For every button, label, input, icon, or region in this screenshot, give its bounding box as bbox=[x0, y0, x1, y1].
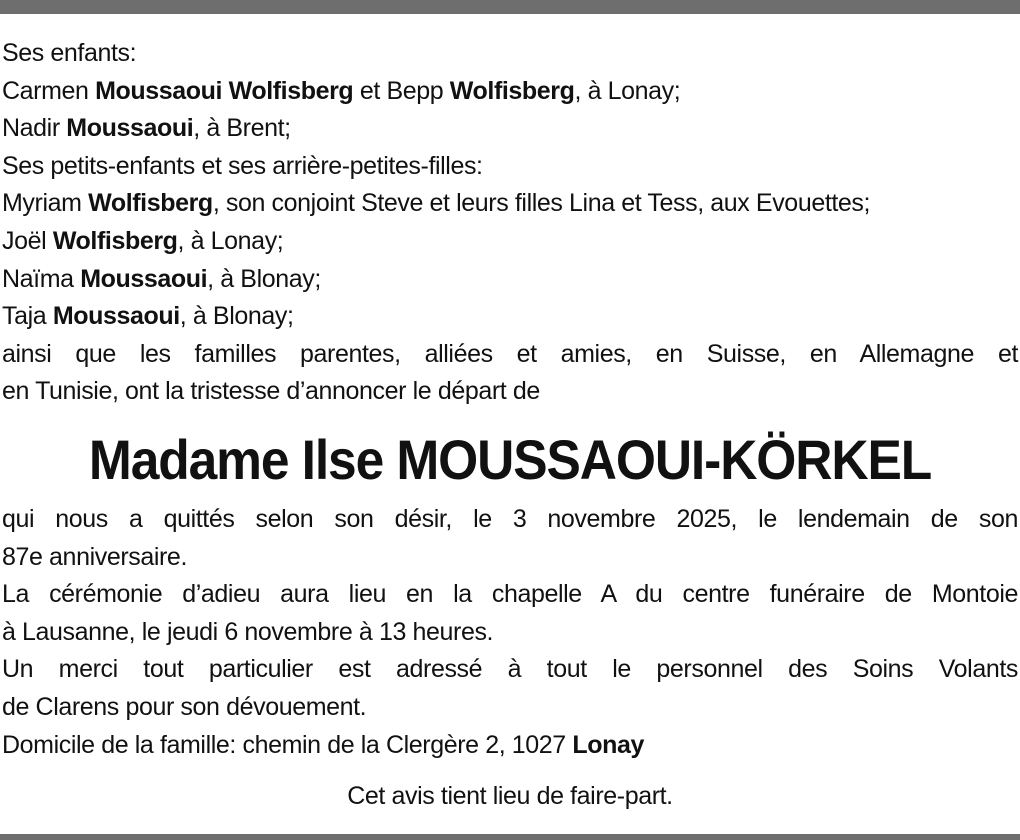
obituary-notice bbox=[2, 35, 1018, 816]
families-line: en Tunisie, ont la tristesse d’annoncer le départ de bbox=[2, 377, 540, 406]
child-connector: et Bepp bbox=[353, 76, 450, 105]
closing-note: Cet avis tient lieu de faire-part. bbox=[347, 782, 673, 811]
ceremony-line: à Lausanne, le jeudi 6 novembre à 13 heures. bbox=[2, 617, 494, 646]
grandchild-first-name: Taja bbox=[2, 302, 53, 331]
grandchild-last-name: Moussaoui bbox=[80, 264, 208, 293]
top-border-bar bbox=[0, 0, 1020, 14]
child-location: , à Lonay; bbox=[574, 76, 681, 105]
grandchild-entry bbox=[2, 185, 1018, 223]
grandchild-last-name: Wolfisberg bbox=[88, 189, 213, 218]
child-first-name: Nadir bbox=[2, 114, 67, 143]
domicile-address: Domicile de la famille: chemin de la Clergère 2, 1027 bbox=[2, 730, 573, 759]
deceased-name-heading: Madame Ilse MOUSSAOUI-KÖRKEL bbox=[88, 427, 932, 491]
death-details-line: 87e anniversaire. bbox=[2, 542, 187, 571]
grandchildren-heading: Ses petits-enfants et ses arrière-petites-filles: bbox=[2, 151, 483, 180]
grandchild-first-name: Joël bbox=[2, 226, 53, 255]
bottom-border-bar bbox=[0, 834, 1020, 840]
children-heading: Ses enfants: bbox=[2, 39, 137, 67]
ceremony-line: La cérémonie d’adieu aura lieu en la chapelle A du centre funéraire de Montoie bbox=[2, 580, 1018, 609]
grandchild-details: , à Blonay; bbox=[179, 302, 294, 331]
grandchild-details: , à Lonay; bbox=[177, 226, 284, 255]
thanks-line: Un merci tout particulier est adressé à tout le personnel des Soins Volants bbox=[2, 655, 1018, 684]
families-line: ainsi que les familles parentes, alliées et amies, en Suisse, en Allemagne et bbox=[2, 339, 1018, 368]
child-last-name: Moussaoui Wolfisberg bbox=[95, 76, 354, 105]
grandchild-details: , à Blonay; bbox=[207, 264, 321, 293]
child-entry bbox=[2, 110, 1018, 148]
child-first-name: Carmen bbox=[2, 76, 96, 105]
grandchild-entry bbox=[2, 223, 1018, 261]
grandchild-last-name: Moussaoui bbox=[52, 302, 180, 331]
grandchild-first-name: Myriam bbox=[2, 189, 89, 218]
domicile-city: Lonay bbox=[572, 730, 644, 759]
grandchild-entry bbox=[2, 261, 1018, 299]
child-last-name: Moussaoui bbox=[66, 114, 194, 143]
thanks-line: de Clarens pour son dévouement. bbox=[2, 692, 367, 721]
child-entry bbox=[2, 73, 1018, 111]
grandchild-details: , son conjoint Steve et leurs filles Lina et Tess, aux Evouettes; bbox=[212, 189, 871, 218]
child-location: , à Brent; bbox=[193, 114, 291, 143]
grandchild-entry bbox=[2, 298, 1018, 336]
child-spouse-last-name: Wolfisberg bbox=[449, 76, 575, 105]
death-details-line: qui nous a quittés selon son désir, le 3 novembre 2025, le lendemain de son bbox=[2, 504, 1018, 533]
family-domicile bbox=[2, 727, 1018, 765]
grandchild-first-name: Naïma bbox=[2, 264, 81, 293]
grandchild-last-name: Wolfisberg bbox=[52, 226, 178, 255]
